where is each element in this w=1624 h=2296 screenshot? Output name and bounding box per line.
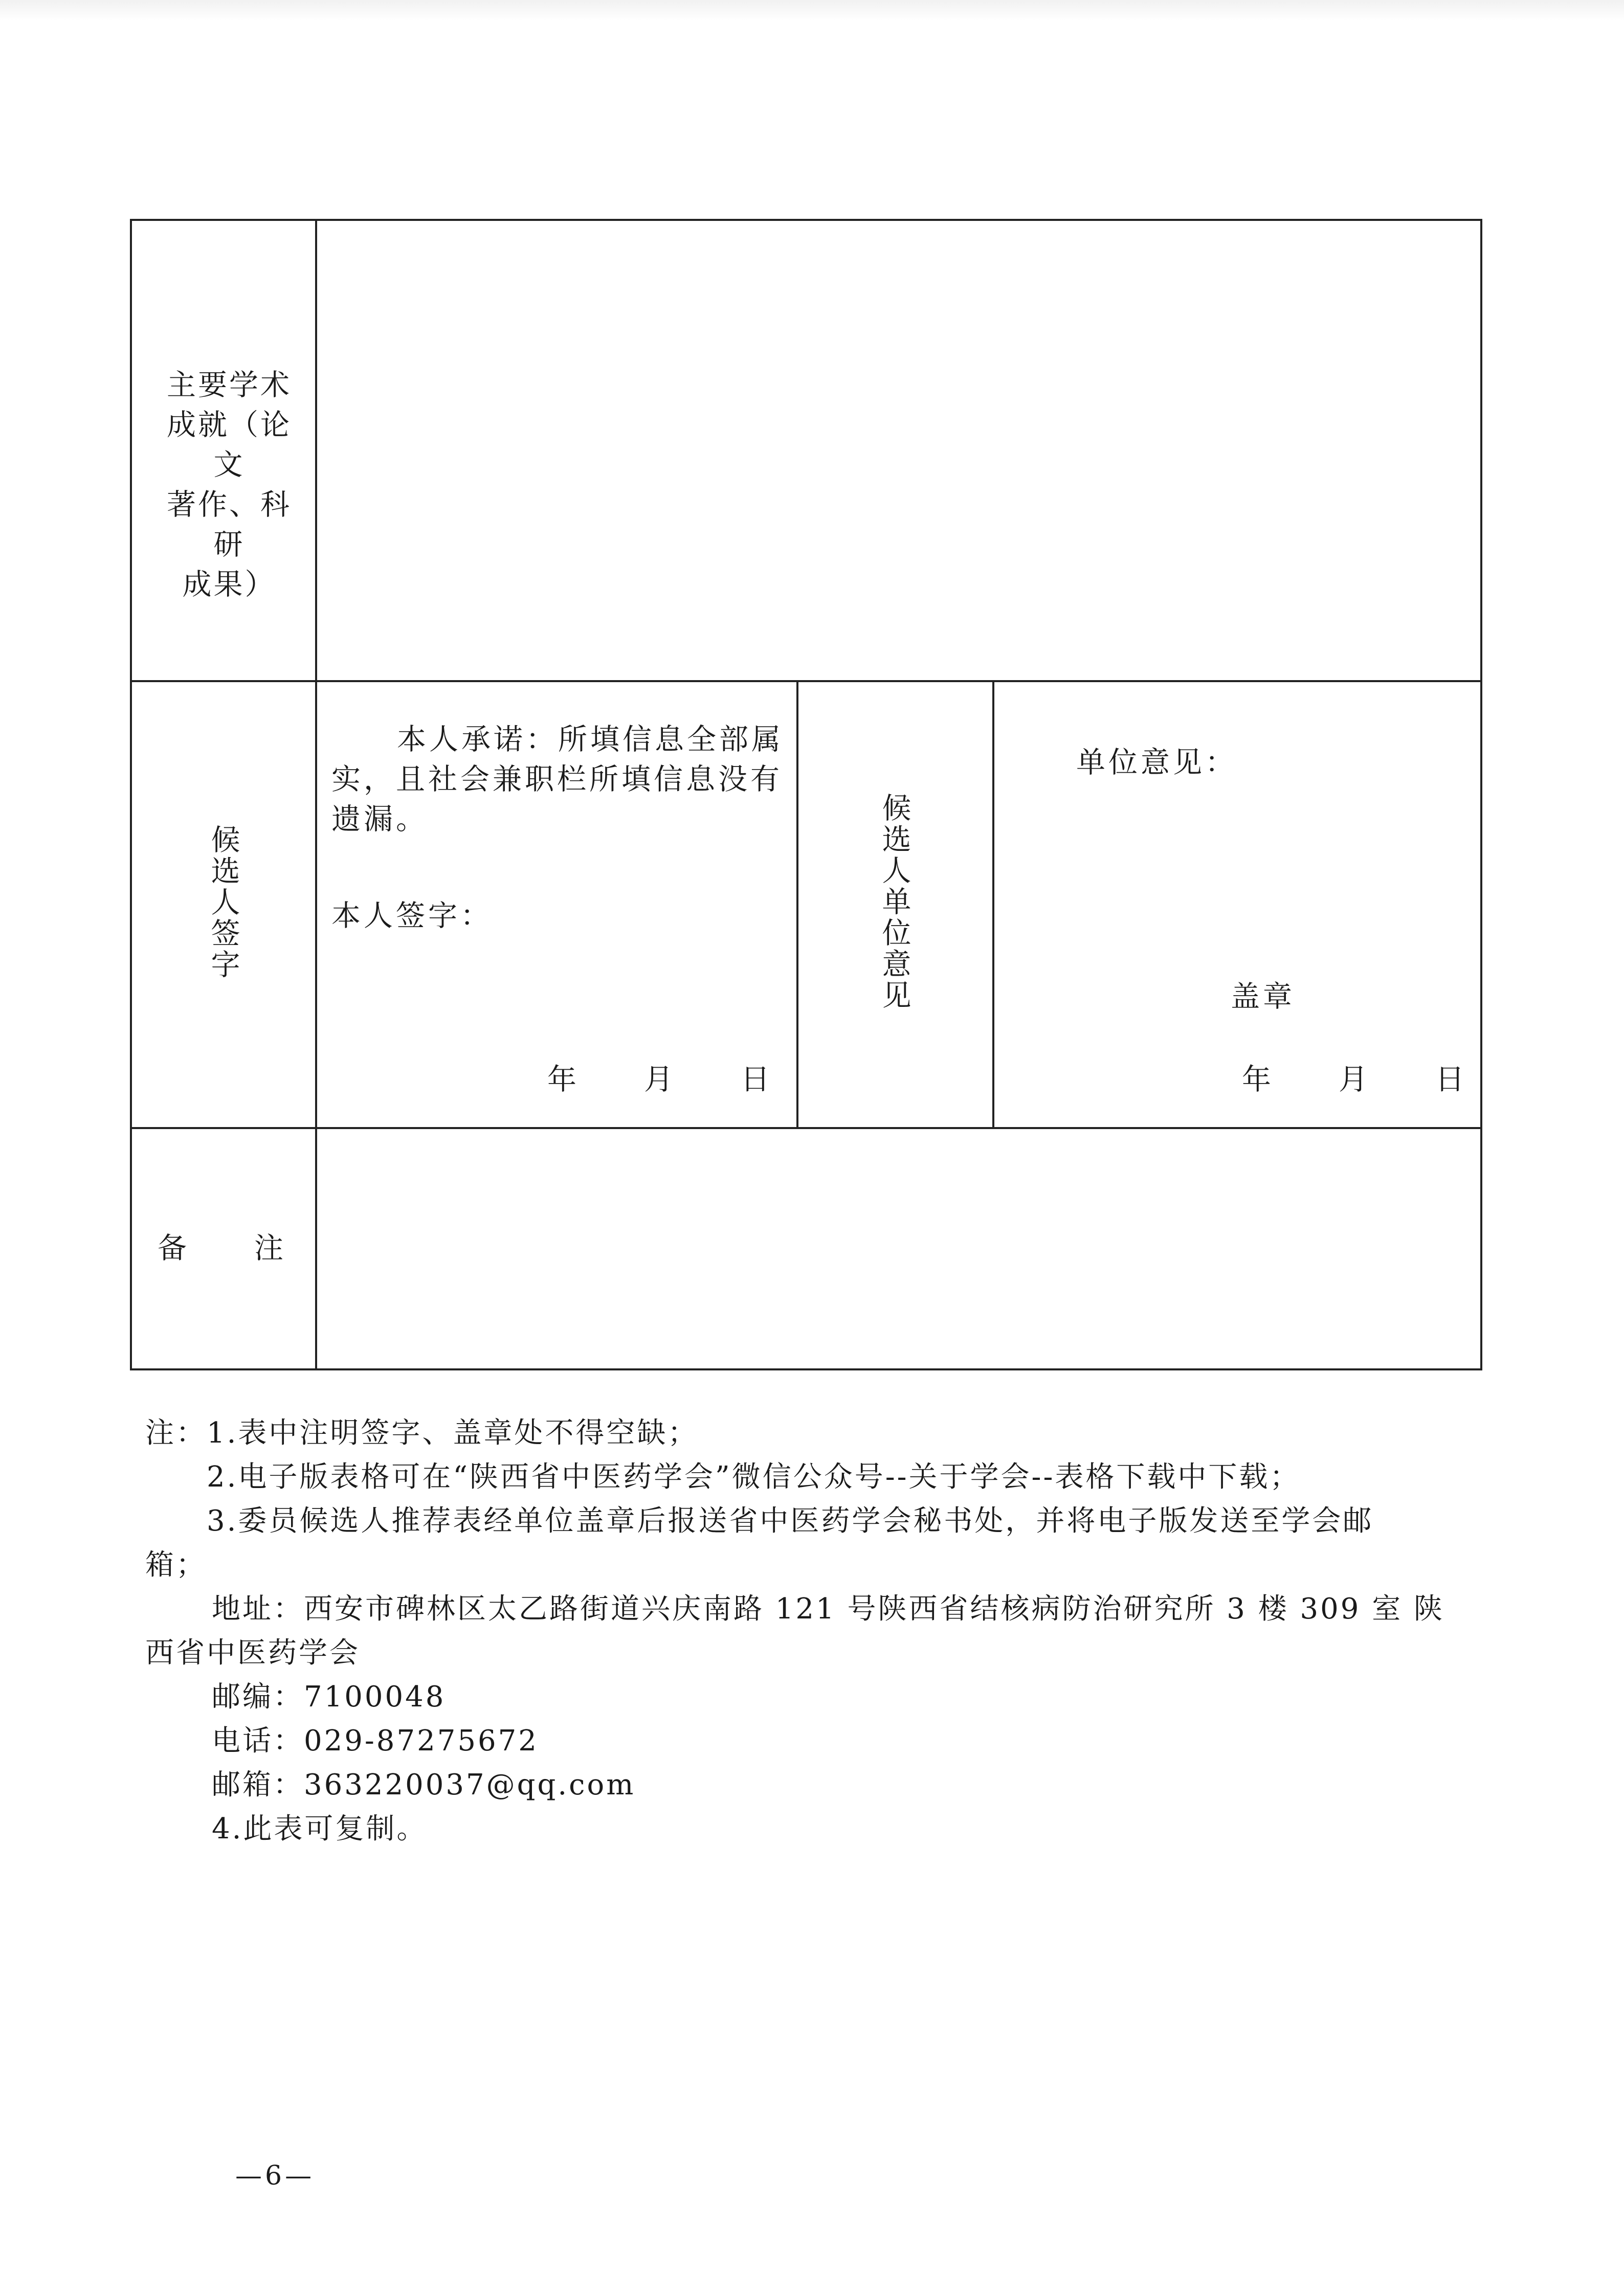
address-continued: 西省中医药学会 xyxy=(145,1636,360,1670)
pledge-line-2: 实，且社会兼职栏所填信息没有 xyxy=(331,762,783,796)
unit-opinion-field[interactable] xyxy=(996,789,1477,983)
phone: 电话：029-87275672 xyxy=(212,1724,539,1758)
recommendation-form-table xyxy=(130,219,1482,1370)
achievements-label-line: 主要学术 xyxy=(167,368,292,402)
self-sign-field[interactable] xyxy=(490,886,787,942)
candidate-sign-label: 候选人签字 xyxy=(206,824,240,980)
achievements-label xyxy=(152,365,306,604)
note-2: 2.电子版表格可在“陕西省中医药学会”微信公众号--关于学会--表格下载中下载； xyxy=(207,1460,1301,1494)
postcode: 邮编：7100048 xyxy=(212,1680,446,1714)
achievements-label-line: 成就（论文 xyxy=(167,408,292,482)
self-sign-label: 本人签字： xyxy=(331,899,493,933)
notes-section xyxy=(130,1411,1485,1851)
remarks-field[interactable] xyxy=(317,1129,1480,1368)
row-divider-1 xyxy=(132,680,1480,682)
remarks-label: 备 注 xyxy=(158,1231,286,1265)
date-right: 年 月 日 xyxy=(1242,1063,1467,1096)
seal-label: 盖章 xyxy=(1231,980,1295,1014)
note-3: 3.委员候选人推荐表经单位盖章后报送省中医药学会秘书处，并将电子版发送至学会邮 xyxy=(207,1504,1374,1538)
note-4: 4.此表可复制。 xyxy=(212,1812,428,1845)
page-top-edge xyxy=(0,0,1624,20)
achievements-field[interactable] xyxy=(317,221,1480,680)
note-1: 注：1.表中注明签字、盖章处不得空缺； xyxy=(145,1416,699,1450)
note-3-continued: 箱； xyxy=(145,1548,207,1582)
middle-column-divider-b xyxy=(992,681,994,1128)
unit-opinion-side-label: 候选人单位意见 xyxy=(877,793,911,1011)
pledge-line-1: 本人承诺：所填信息全部属 xyxy=(397,723,784,756)
date-left: 年 月 日 xyxy=(547,1063,773,1096)
unit-opinion-label: 单位意见： xyxy=(1076,746,1237,779)
address: 地址：西安市碑林区太乙路街道兴庆南路 121 号陕西省结核病防治研究所 3 楼 309 室 陕 xyxy=(212,1592,1445,1626)
email: 邮箱：363220037@qq.com xyxy=(212,1768,636,1802)
pledge-line-3: 遗漏。 xyxy=(331,802,428,836)
achievements-label-line: 成果） xyxy=(182,568,276,601)
pledge-text xyxy=(331,719,792,839)
middle-column-divider-a xyxy=(796,681,798,1128)
page-number: —6— xyxy=(235,2160,315,2191)
achievements-label-line: 著作、科研 xyxy=(167,488,292,561)
